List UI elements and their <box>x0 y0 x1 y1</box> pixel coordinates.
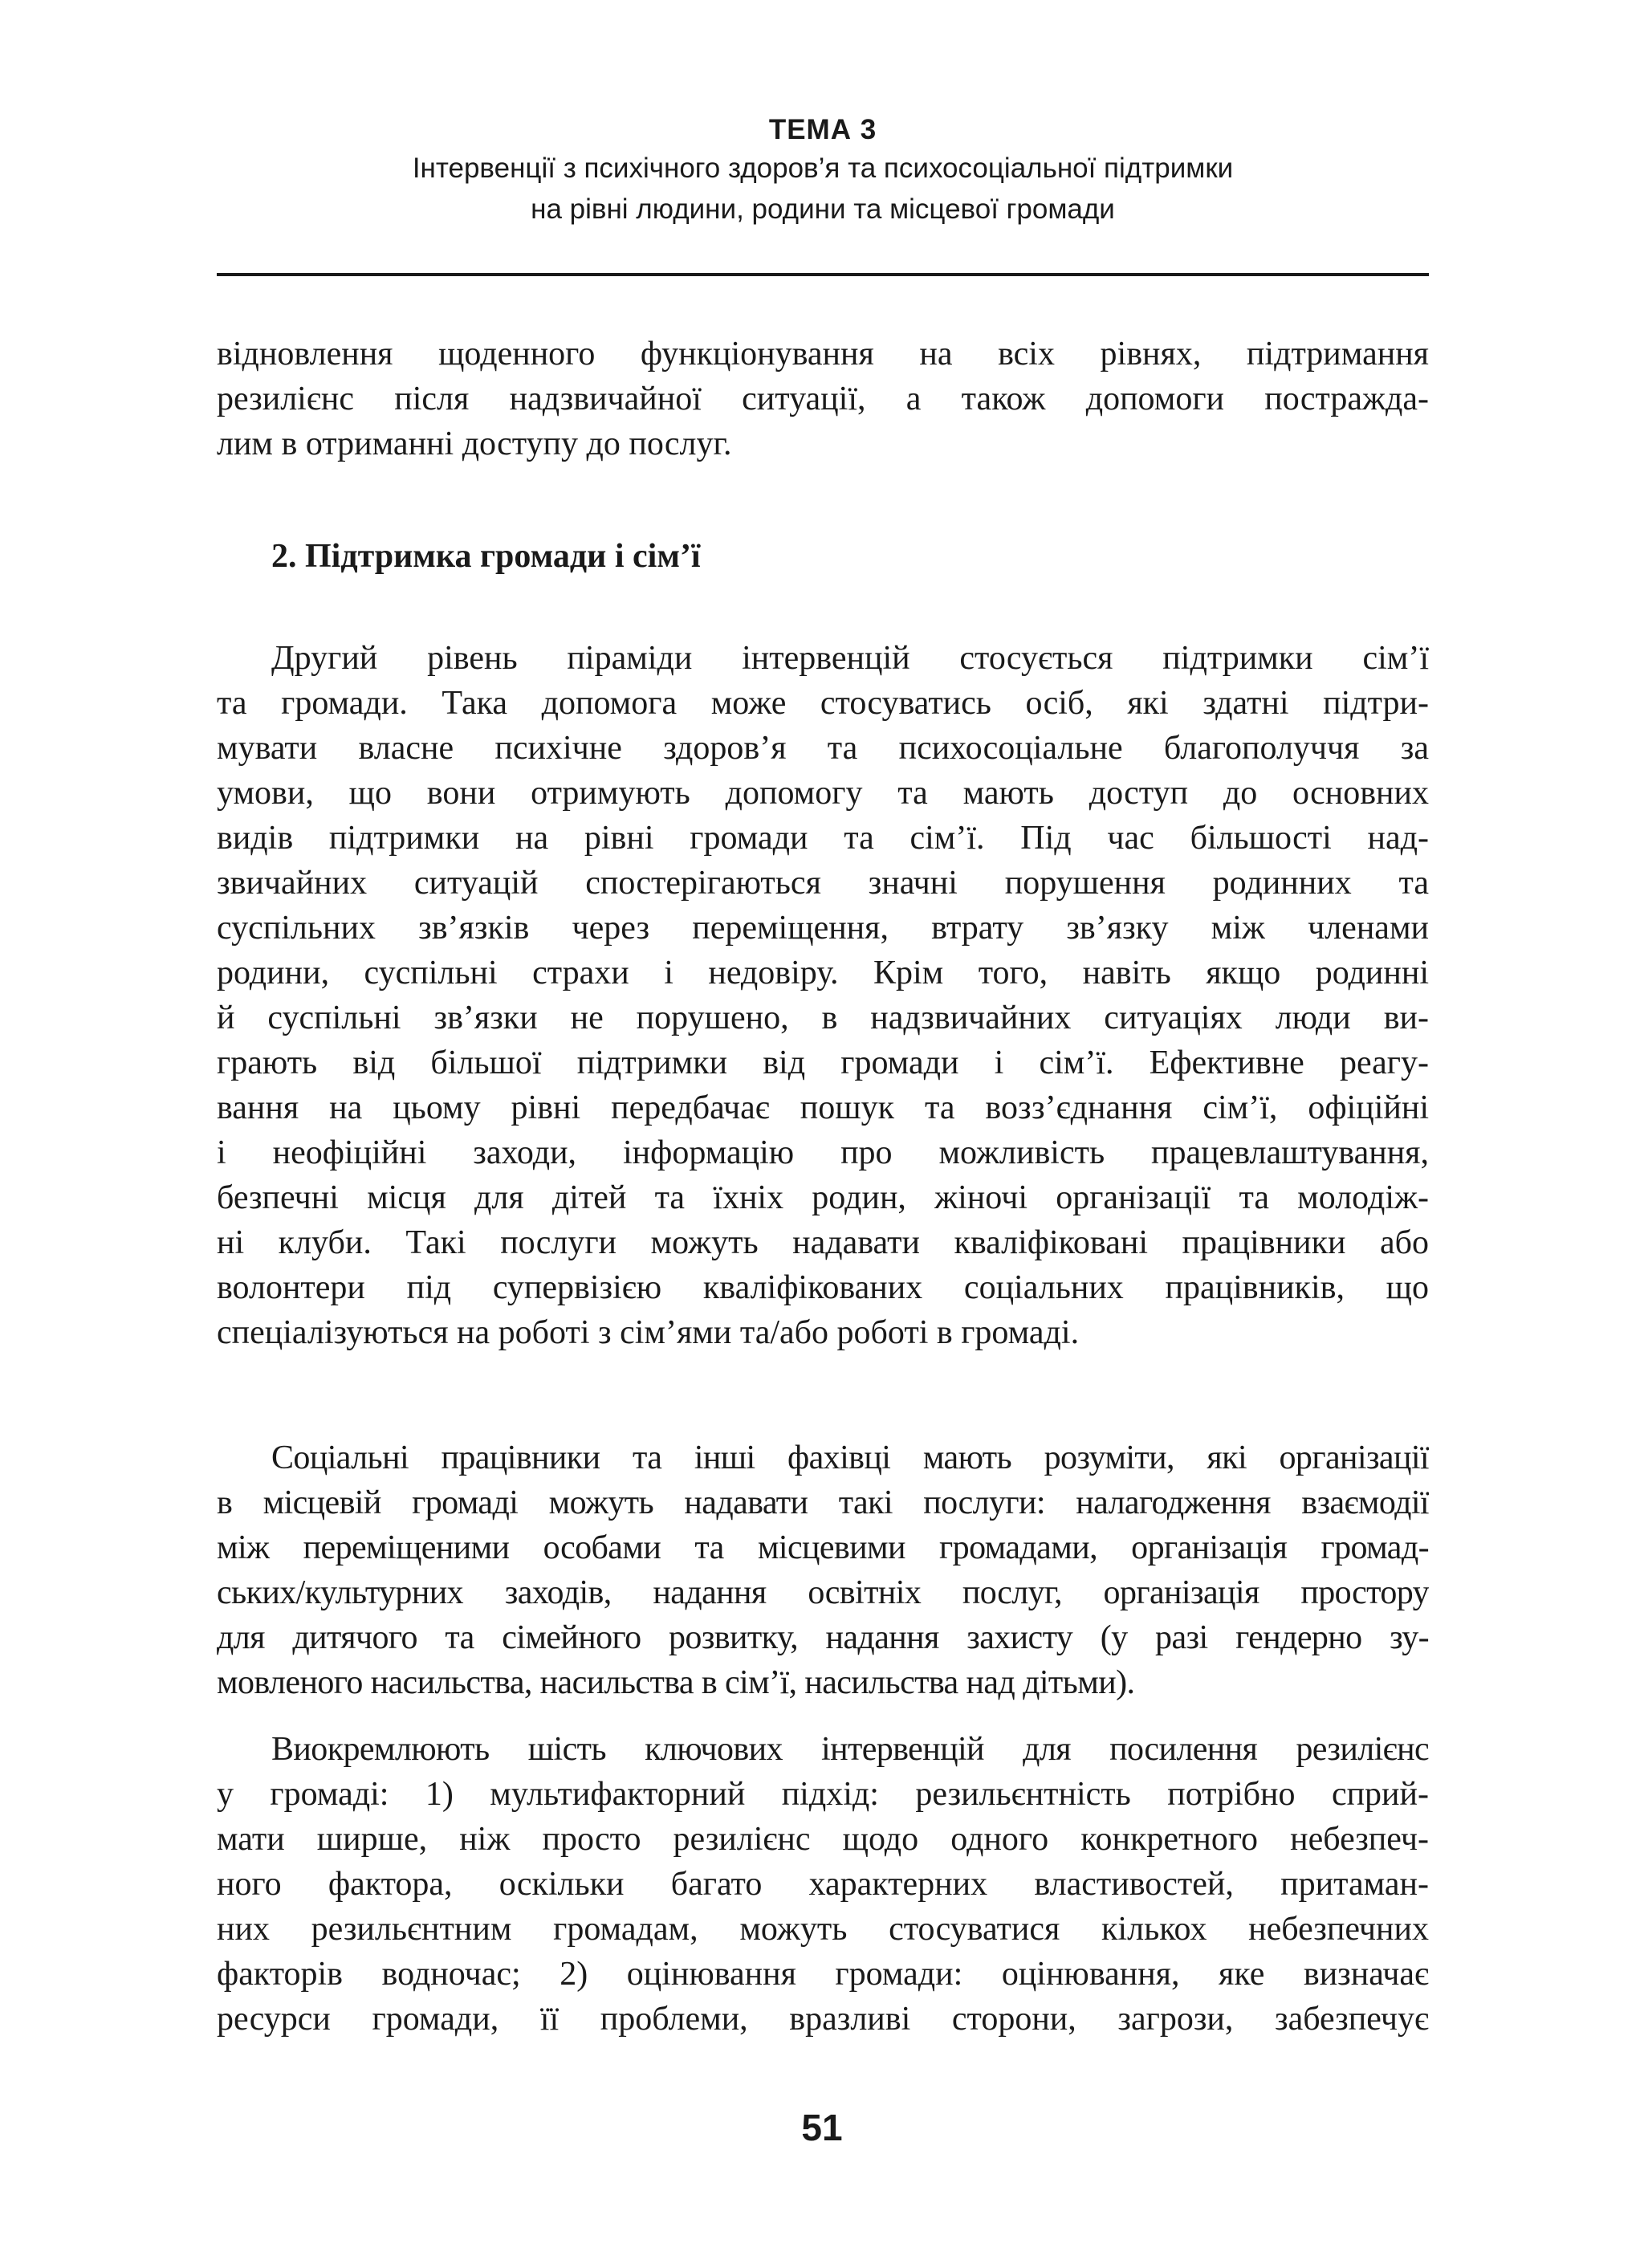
paragraph-line: ресурси громади, її проблеми, вразливі сторони, загрози, забезпечує <box>217 2001 1429 2038</box>
paragraph-line: факторів водночас; 2) оцінювання громади: оцінювання, яке визначає <box>217 1956 1429 1993</box>
section-heading: 2. Підтримка громади і сім’ї <box>271 538 701 575</box>
header-divider <box>217 273 1429 276</box>
paragraph-line: і неофіційні заходи, інформацію про можливість працевлаштування, <box>217 1134 1429 1171</box>
paragraph-line: умови, що вони отримують допомогу та мають доступ до основних <box>217 775 1429 812</box>
paragraph-line: в місцевій громаді можуть надавати такі послуги: налагодження взаємодії <box>217 1484 1429 1521</box>
paragraph-social-workers <box>217 1435 1429 1705</box>
paragraph-line: видів підтримки на рівні громади та сім’ї. Під час більшості над- <box>217 820 1429 857</box>
paragraph-line: Другий рівень піраміди інтервенцій стосується підтримки сім’ї <box>271 640 1429 677</box>
paragraph-key-interventions <box>217 1727 1429 2042</box>
paragraph-line: у громаді: 1) мультифакторний підхід: резильєнтність потрібно сприй- <box>217 1776 1429 1813</box>
paragraph-community-support <box>217 636 1429 1355</box>
paragraph-line: Соціальні працівники та інші фахівці мають розуміти, які організації <box>271 1439 1429 1476</box>
paragraph-line: спеціалізуються на роботі з сім’ями та/або роботі в громаді. <box>217 1314 1080 1351</box>
paragraph-line: ських/культурних заходів, надання освітніх послуг, організація простору <box>217 1574 1429 1611</box>
paragraph-line: звичайних ситуацій спостерігаються значні порушення родинних та <box>217 865 1429 902</box>
page-number: 51 <box>801 2107 843 2148</box>
paragraph-line: мовленого насильства, насильства в сім’ї, насильства над дітьми). <box>217 1664 1135 1701</box>
running-header <box>217 112 1429 230</box>
paragraph-line: вання на цьому рівні передбачає пошук та возз’єднання сім’ї, офіційні <box>217 1089 1429 1126</box>
paragraph-line: для дитячого та сімейного розвитку, надання захисту (у разі гендерно зу- <box>217 1619 1429 1656</box>
paragraph-line: них резильєнтним громадам, можуть стосуватися кількох небезпечних <box>217 1911 1429 1948</box>
paragraph-line: безпечні місця для дітей та їхніх родин, жіночі організації та молодіж- <box>217 1179 1429 1216</box>
paragraph-line: резилієнс після надзвичайної ситуації, а також допомоги постраждa- <box>217 381 1429 417</box>
paragraph-line: й суспільні зв’язки не порушено, в надзвичайних ситуаціях люди ви- <box>217 1000 1429 1036</box>
paragraph-line: грають від більшої підтримки від громади і сім’ї. Ефективне реагу- <box>217 1044 1429 1081</box>
header-subtitle-line: на рівні людини, родини та місцевої громади <box>531 193 1115 225</box>
paragraph-line: суспільних зв’язків через переміщення, втрату зв’язку між членами <box>217 910 1429 947</box>
paragraph-line: волонтери під супервізією кваліфікованих соціальних працівників, що <box>217 1269 1429 1306</box>
paragraph-line: лим в отриманні доступу до послуг. <box>217 426 732 462</box>
paragraph-line: мувати власне психічне здоров’я та психосоціальне благополуччя за <box>217 730 1429 767</box>
paragraph-line: та громади. Така допомога може стосуватись осіб, які здатні підтри- <box>217 685 1429 722</box>
paragraph-line: родини, суспільні страхи і недовіру. Крім того, навіть якщо родинні <box>217 955 1429 991</box>
paragraph-line: мати ширше, ніж просто резилієнс щодо одного конкретного небезпеч- <box>217 1821 1429 1858</box>
theme-label: ТЕМА 3 <box>768 114 877 145</box>
paragraph-line: відновлення щоденного функціонування на всіх рівнях, підтримання <box>217 336 1429 373</box>
header-subtitle-line: Інтервенції з психічного здоров’я та психосоціальної підтримки <box>412 153 1234 184</box>
paragraph-line: ного фактора, оскільки багато характерних властивостей, притаман- <box>217 1866 1429 1903</box>
paragraph-line: між переміщеними особами та місцевими громадами, організація громад- <box>217 1529 1429 1566</box>
paragraph-line: Виокремлюють шість ключових інтервенцій для посилення резилієнс <box>271 1731 1429 1768</box>
paragraph-line: ні клуби. Такі послуги можуть надавати кваліфіковані працівники або <box>217 1224 1429 1261</box>
intro-paragraph <box>217 332 1429 466</box>
